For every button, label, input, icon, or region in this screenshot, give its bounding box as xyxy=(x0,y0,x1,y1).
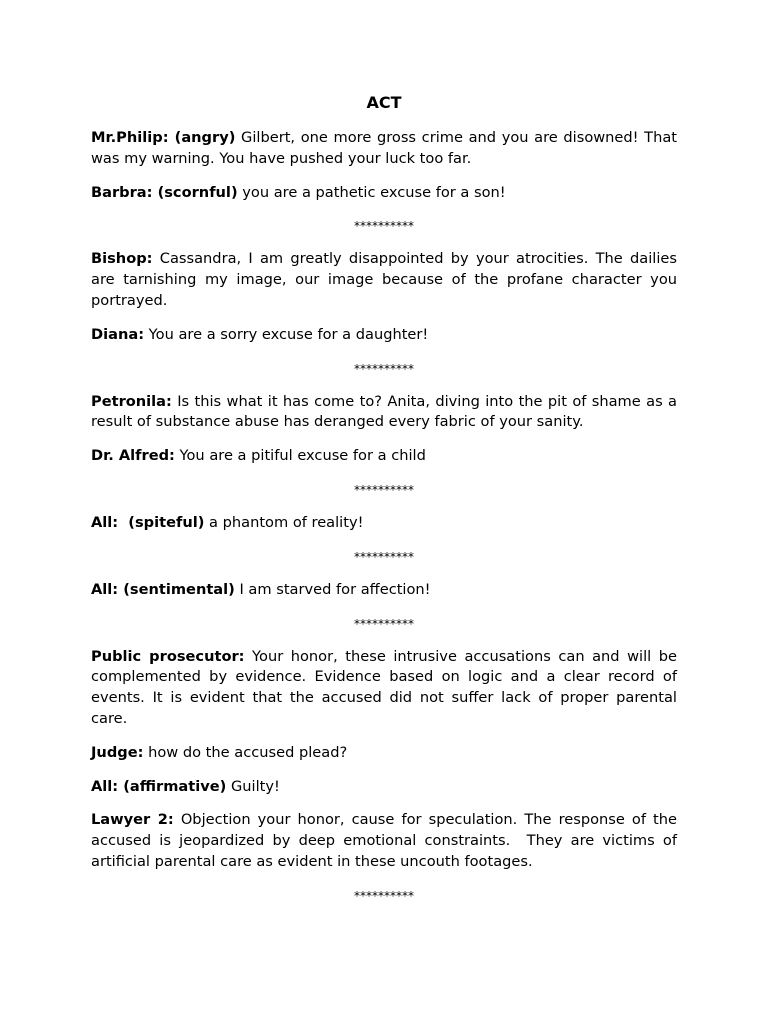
dialogue-line xyxy=(91,128,677,170)
speaker-label: All: (affirmative) xyxy=(91,777,227,795)
scene-separator: ********** xyxy=(354,361,414,376)
document-body xyxy=(91,92,682,919)
dialogue-line xyxy=(91,446,677,467)
dialogue-text: Gilbert, one more gross crime and you are disowned! That was my warning. You have pushed your luck too far. xyxy=(91,129,677,167)
speaker-label: Judge: xyxy=(91,743,144,761)
dialogue-text: You are a sorry excuse for a daughter! xyxy=(144,325,429,343)
dialogue-line xyxy=(91,183,677,204)
dialogue-text: I am starved for affection! xyxy=(234,580,431,598)
dialogue-line xyxy=(91,249,677,311)
dialogue-text: Your honor, these intrusive accusations can and will be complemented by evidence. Evidence based on logic and a clear record of events. It is evident that the accused did not suffer lack of proper parental care. xyxy=(91,647,677,727)
speaker-label: Public prosecutor: xyxy=(91,647,245,665)
speaker-label: Lawyer 2: xyxy=(91,811,174,829)
speaker-label: Barbra: (scornful) xyxy=(91,183,238,201)
speaker-label: Bishop: xyxy=(91,250,153,268)
dialogue-text: Guilty! xyxy=(226,777,280,795)
dialogue-text: a phantom of reality! xyxy=(204,513,364,531)
speaker-label: All: (spiteful) xyxy=(91,513,205,531)
dialogue-line xyxy=(91,810,682,872)
dialogue-line xyxy=(91,580,677,601)
dialogue-text: You are a pitiful excuse for a child xyxy=(174,447,426,465)
scene-separator: ********** xyxy=(354,888,414,903)
scene-separator: ********** xyxy=(354,219,414,234)
dialogue-line xyxy=(91,743,677,764)
dialogue-text: Is this what it has come to? Anita, diving into the pit of shame as a result of substance abuse has deranged every fabric of your sanity. xyxy=(91,392,677,431)
scene-separator: ********** xyxy=(354,549,414,564)
dialogue-text: Objection your honor, cause for speculation. The response of the accused is jeopardized by deep emotional constraints. They are victims of artificial parental care as evident in these uncouth footages. xyxy=(91,811,682,870)
dialogue-line xyxy=(91,777,677,798)
speaker-label: All: (sentimental) xyxy=(91,580,235,598)
document-title: ACT xyxy=(366,93,402,112)
dialogue-line xyxy=(91,647,677,730)
speaker-label: Mr.Philip: (angry) xyxy=(91,129,236,146)
dialogue-text: Cassandra, I am greatly disappointed by your atrocities. The dailies are tarnishing my image, our image because of the profane character you portrayed. xyxy=(91,250,677,309)
dialogue-line xyxy=(91,392,677,434)
scene-separator: ********** xyxy=(354,482,414,497)
dialogue-text: you are a pathetic excuse for a son! xyxy=(237,183,506,201)
speaker-label: Diana: xyxy=(91,325,145,343)
dialogue-line xyxy=(91,513,677,534)
dialogue-text: how do the accused plead? xyxy=(143,743,348,761)
dialogue-line xyxy=(91,325,677,346)
speaker-label: Petronila: xyxy=(91,392,172,410)
scene-separator: ********** xyxy=(354,616,414,631)
speaker-label: Dr. Alfred: xyxy=(91,447,175,465)
